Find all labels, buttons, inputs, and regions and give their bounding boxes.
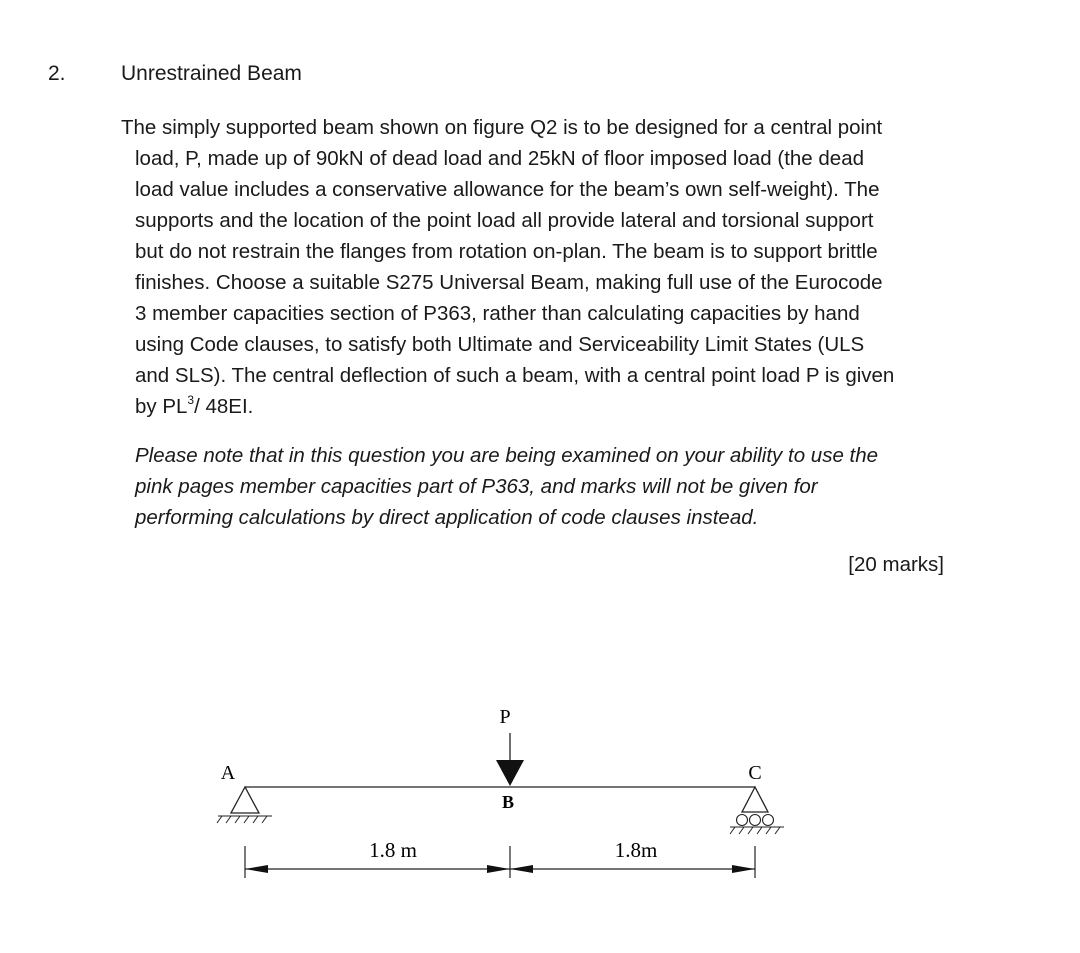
load-label: P [499, 706, 511, 728]
roller-support-c [742, 787, 768, 812]
marks-label: [20 marks] [848, 553, 944, 576]
dimension-line [245, 846, 755, 878]
question-body [121, 112, 971, 422]
exam-note [135, 440, 965, 533]
body-line: The simply supported beam shown on figure Q2 is to be designed for a central point [121, 116, 883, 139]
ground-hatch-c [730, 827, 784, 834]
question-number: 2. [48, 62, 66, 85]
body-line: but do not restrain the flanges from rotation on-plan. The beam is to support brittle [135, 240, 878, 263]
body-line: 3 member capacities section of P363, rather than calculating capacities by hand [135, 302, 860, 325]
span-bc-label: 1.8m [614, 838, 658, 862]
body-line: using Code clauses, to satisfy both Ultimate and Serviceability Limit States (ULS [135, 333, 865, 356]
support-a-label: A [220, 762, 236, 784]
point-b-label: B [501, 792, 515, 812]
span-ab-label: 1.8 m [369, 838, 417, 862]
load-arrow-head [496, 760, 524, 786]
roller-wheels [737, 815, 774, 826]
deflection-formula [121, 391, 971, 422]
ground-hatch-a [217, 816, 272, 823]
beam-figure [0, 690, 1080, 890]
pin-support-a [231, 787, 259, 813]
body-line: finishes. Choose a suitable S275 Universal Beam, making full use of the Eurocode [135, 271, 883, 294]
note-line: performing calculations by direct application of code clauses instead. [135, 506, 759, 529]
note-line: pink pages member capacities part of P363, and marks will not be given for [135, 475, 818, 498]
body-line: load value includes a conservative allowance for the beam’s own self-weight). The [135, 178, 880, 201]
formula-suffix: / 48EI. [194, 395, 254, 418]
note-line: Please note that in this question you are being examined on your ability to use the [135, 444, 879, 467]
support-c-label: C [748, 762, 762, 784]
body-line: and SLS). The central deflection of such a beam, with a central point load P is given [135, 364, 895, 387]
question-title: Unrestrained Beam [121, 62, 302, 85]
formula-prefix: by PL [135, 395, 188, 418]
body-line: supports and the location of the point load all provide lateral and torsional support [135, 209, 874, 232]
formula-superscript: 3 [187, 393, 195, 407]
body-line: load, P, made up of 90kN of dead load and 25kN of floor imposed load (the dead [135, 147, 865, 170]
